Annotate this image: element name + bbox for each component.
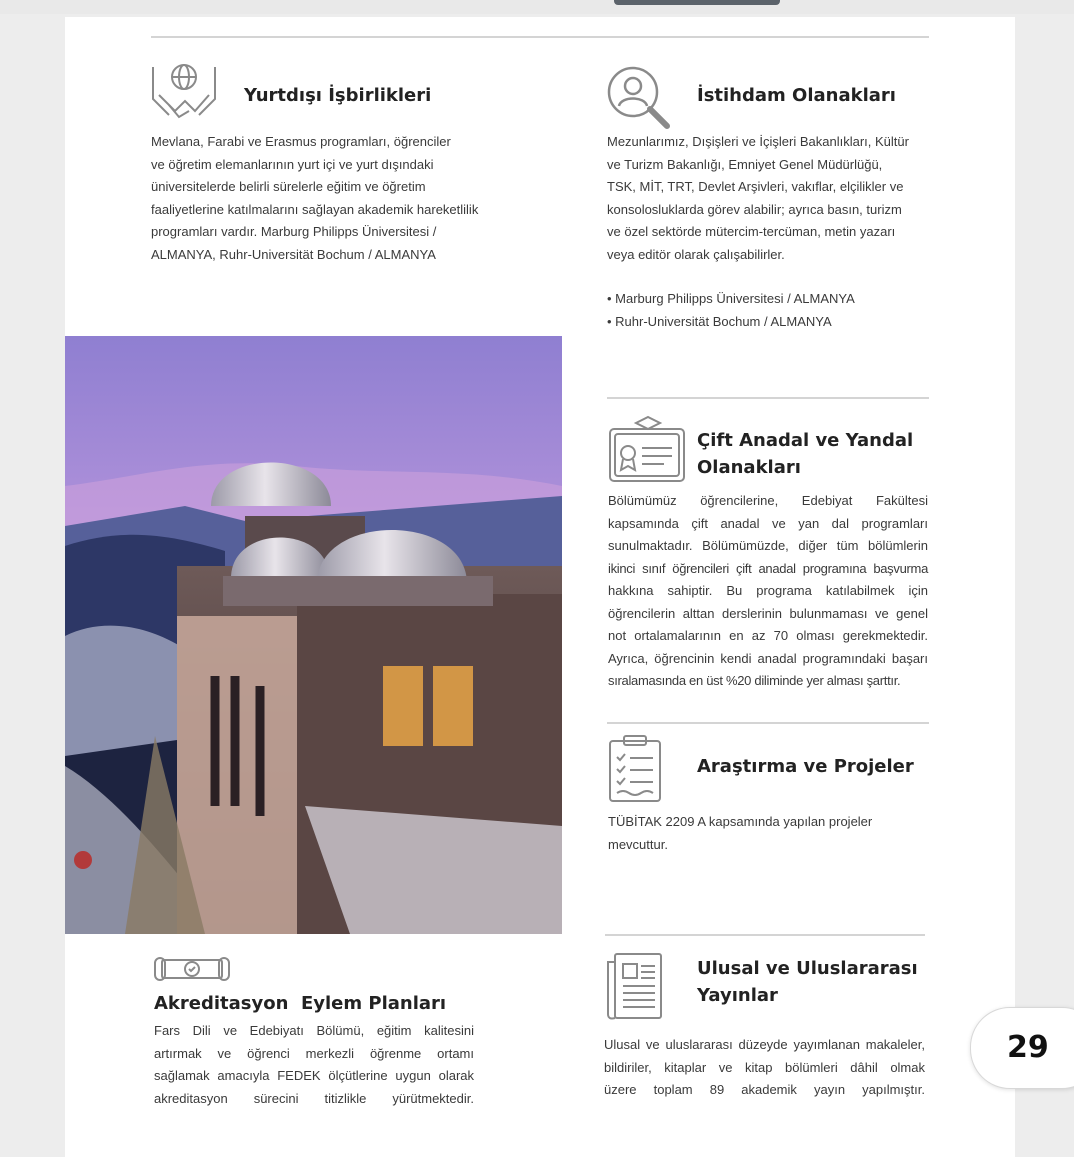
text-line: üzere toplam 89 akademik yayın yapılmıştır. [604,1082,925,1097]
text-line: mevcuttur. [608,836,668,852]
text-line: ALMANYA, Ruhr-Universität Bochum / ALMANYA [151,246,436,262]
certificate-ribbon-icon [154,955,230,983]
text-line: ve özel sektörde mütercim-tercüman, metin yazarı [607,224,896,239]
text-line: Ayrıca, öğrencinin kendi anadal programındaki başarı [608,650,928,666]
text-line: sunulmaktadır. Bölümümüzde, diğer tüm bölümlerin [608,538,928,553]
text-line: Mezunlarımız, Dışişleri ve İçişleri Bakanlıkları, Kültür [607,134,909,149]
page-number-badge [970,1007,1074,1089]
viewer-top-bar [0,0,1074,14]
cift-anadal-title-line1: Çift Anadal ve Yandal [697,430,914,451]
section-rule [605,934,925,936]
text-line: ve öğretim elemanlarının yurt içi ve yurt dışındaki [151,156,434,172]
newspaper-icon [605,952,663,1022]
text-line: faaliyetlerine katılmalarını sağlayan akademik hareketlilik [151,201,479,217]
page-number: 29 [1007,1030,1049,1065]
section-rule [607,722,929,724]
globe-handshake-icon [149,61,219,129]
text-line: sağlamak amacıyla FEDEK ölçütlerine uygun olarak [154,1068,474,1083]
scroll-indicator[interactable] [614,0,780,5]
text-line: artırmak ve öğrenci merkezli öğrenme ortamı [154,1045,474,1061]
list-item: • Ruhr-Universität Bochum / ALMANYA [607,310,855,333]
text-line: not ortalamalarının en az 70 olması gerekmektedir. [608,628,928,643]
clipboard-checklist-icon [608,735,664,803]
yurtdisi-title: Yurtdışı İşbirlikleri [244,85,432,106]
text-line: konsolosluklarda görev alabilir; ayrıca basın, turizm [607,201,902,217]
domed-mosque-at-dusk-photo [65,336,562,934]
text-line: öğrencilerin alttan derslerinin bulunmaması ve genel [608,605,928,621]
text-line: veya editör olarak çalışabilirler. [607,246,785,262]
text-line: Bölümümüz öğrencilerine, Edebiyat Fakültesi [608,493,928,508]
document-page [65,17,1015,1157]
cift-anadal-title-line2: Olanakları [697,457,801,478]
person-search-icon [605,64,673,130]
text-line: akreditasyon sürecini titizlikle yürütmektedir. [154,1090,474,1106]
text-line: sıralamasında en üst %20 diliminde yer alması şarttır. [608,673,901,688]
text-line: TÜBİTAK 2209 A kapsamında yapılan projeler [608,814,873,829]
graduation-certificate-icon [608,415,686,483]
arastirma-title: Araştırma ve Projeler [697,756,914,777]
section-rule [607,397,929,399]
text-line: kapsamında çift anadal ve yan dal programları [608,515,928,531]
yayinlar-title-line1: Ulusal ve Uluslararası [697,958,918,979]
yayinlar-title-line2: Yayınlar [697,985,778,1006]
text-line: Ulusal ve uluslararası düzeyde yayımlanan makaleler, [604,1037,925,1052]
text-line: ikinci sınıf öğrencileri çift anadal programına başvurma [608,560,928,576]
text-line: bildiriler, kitaplar ve kitap bölümleri dâhil olmak [604,1059,925,1075]
istihdam-university-list [607,287,855,333]
text-line: Fars Dili ve Edebiyatı Bölümü, eğitim kalitesini [154,1023,474,1038]
text-line: üniversitelerde belirli sürelerle eğitim ve öğretim [151,179,426,194]
text-line: ve Turizm Bakanlığı, Emniyet Genel Müdürlüğü, [607,156,883,172]
istihdam-title: İstihdam Olanakları [697,85,896,106]
top-rule [151,36,929,38]
text-line: programları vardır. Marburg Philipps Üniversitesi / [151,224,437,239]
list-item: • Marburg Philipps Üniversitesi / ALMANYA [607,287,855,310]
text-line: Mevlana, Farabi ve Erasmus programları, öğrenciler [151,134,451,149]
akreditasyon-title: Akreditasyon Eylem Planları [154,993,447,1014]
text-line: TSK, MİT, TRT, Devlet Arşivleri, vakıflar, elçilikler ve [607,179,904,194]
text-line: hakkına sahiptir. Bu programa katılabilmek için [608,583,928,598]
